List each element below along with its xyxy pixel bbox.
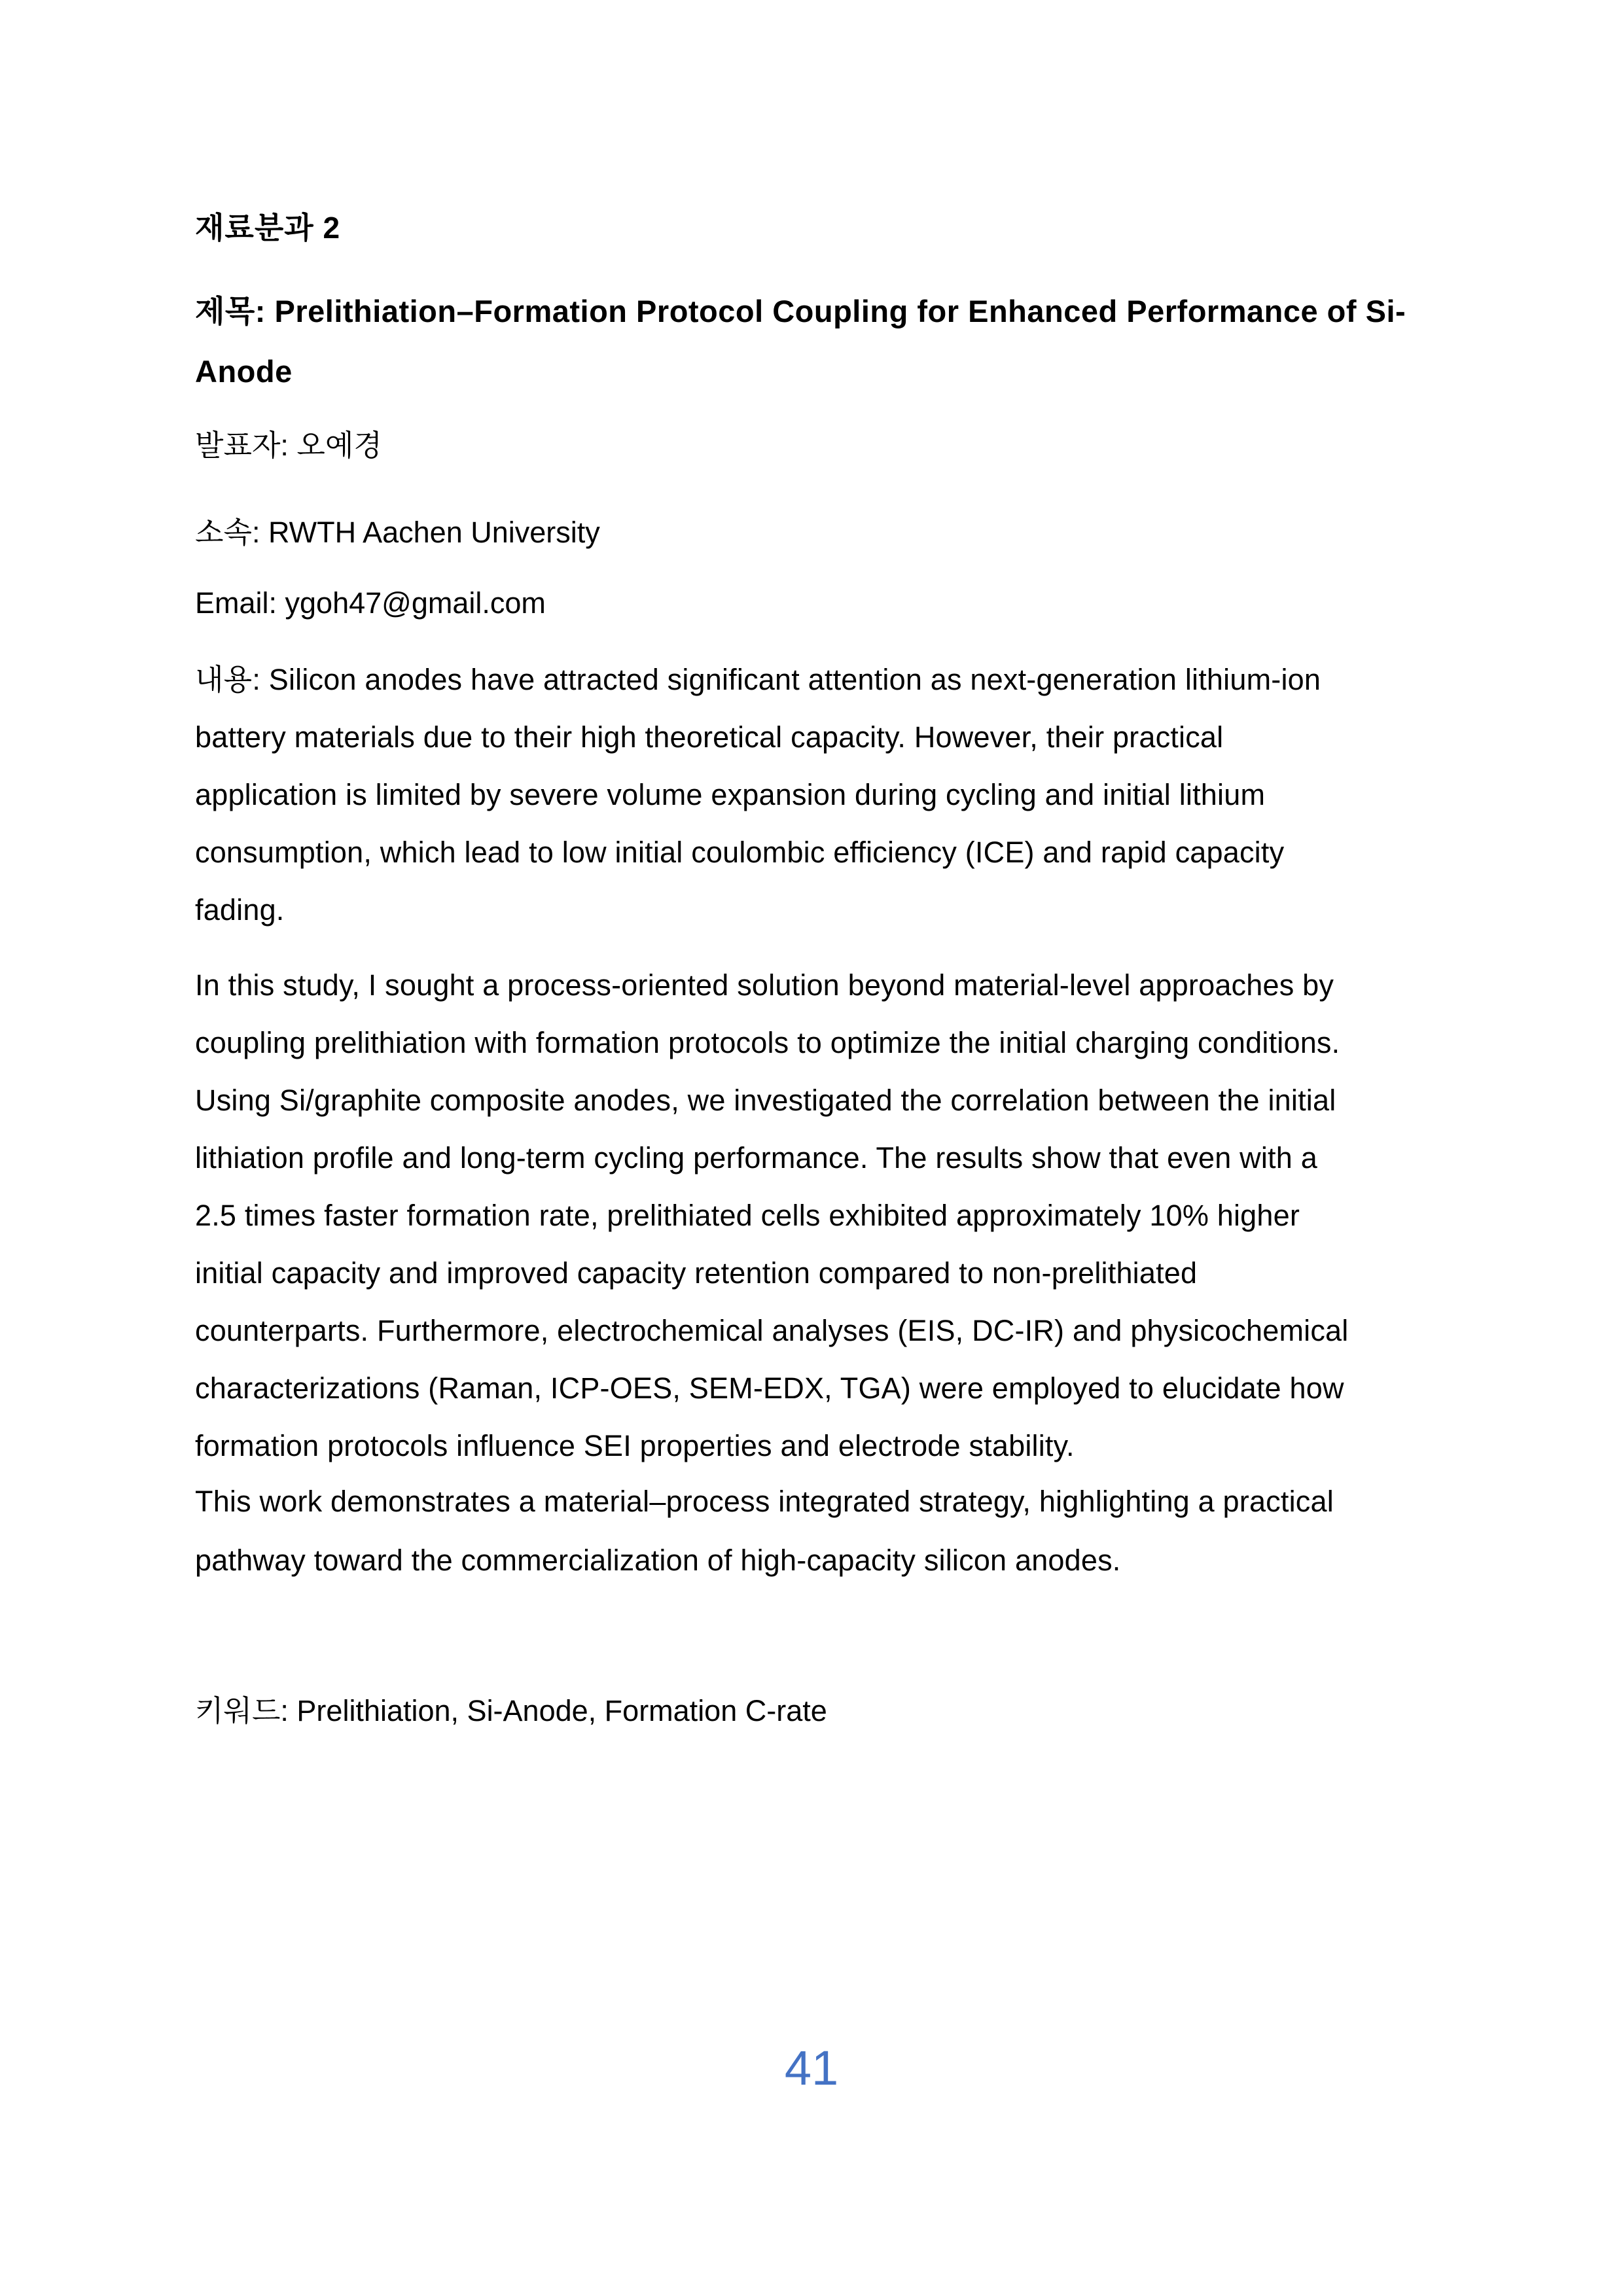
section-heading: 재료분과 2 <box>195 211 341 245</box>
text-line: 2.5 times faster formation rate, prelithiated cells exhibited approximately 10% higher <box>195 1199 1300 1232</box>
text-line: formation protocols influence SEI properties and electrode stability. <box>195 1429 1075 1462</box>
paper-title-line-1: 제목: Prelithiation–Formation Protocol Coupling for Enhanced Performance of Si- <box>195 294 1406 328</box>
text-line: lithiation profile and long-term cycling performance. The results show that even with a <box>195 1141 1317 1174</box>
page-number: 41 <box>784 2041 839 2095</box>
email-line: Email: ygoh47@gmail.com <box>195 586 546 620</box>
text-line: initial capacity and improved capacity retention compared to non-prelithiated <box>195 1256 1198 1290</box>
keywords-line: 키워드: Prelithiation, Si-Anode, Formation C-rate <box>195 1694 827 1727</box>
text-line: characterizations (Raman, ICP-OES, SEM-EDX, TGA) were employed to elucidate how <box>195 1371 1344 1405</box>
text-line: consumption, which lead to low initial coulombic efficiency (ICE) and rapid capacity <box>195 836 1285 869</box>
paper-title-line-2: Anode <box>195 354 293 389</box>
abstract-paragraph-3 <box>195 1472 1334 1590</box>
text-line: In this study, I sought a process-oriented solution beyond material-level approaches by <box>195 968 1334 1002</box>
text-line: application is limited by severe volume expansion during cycling and initial lithium <box>195 778 1266 811</box>
text-line: coupling prelithiation with formation protocols to optimize the initial charging conditions. <box>195 1026 1340 1059</box>
presenter-line: 발표자: 오예경 <box>195 429 382 462</box>
affiliation-line: 소속: RWTH Aachen University <box>195 516 600 549</box>
text-line: pathway toward the commercialization of high-capacity silicon anodes. <box>195 1544 1121 1577</box>
text-line: fading. <box>195 893 285 927</box>
abstract-paragraph-2 <box>195 957 1348 1475</box>
text-line: battery materials due to their high theoretical capacity. However, their practical <box>195 720 1224 754</box>
paper-title <box>195 281 1406 402</box>
abstract-paragraph-1 <box>195 651 1321 939</box>
text-line: Using Si/graphite composite anodes, we investigated the correlation between the initial <box>195 1084 1336 1117</box>
text-line: counterparts. Furthermore, electrochemical analyses (EIS, DC-IR) and physicochemical <box>195 1314 1349 1347</box>
text-line: This work demonstrates a material–process integrated strategy, highlighting a practical <box>195 1485 1334 1518</box>
text-line: 내용: Silicon anodes have attracted significant attention as next-generation lithium-ion <box>195 663 1321 696</box>
